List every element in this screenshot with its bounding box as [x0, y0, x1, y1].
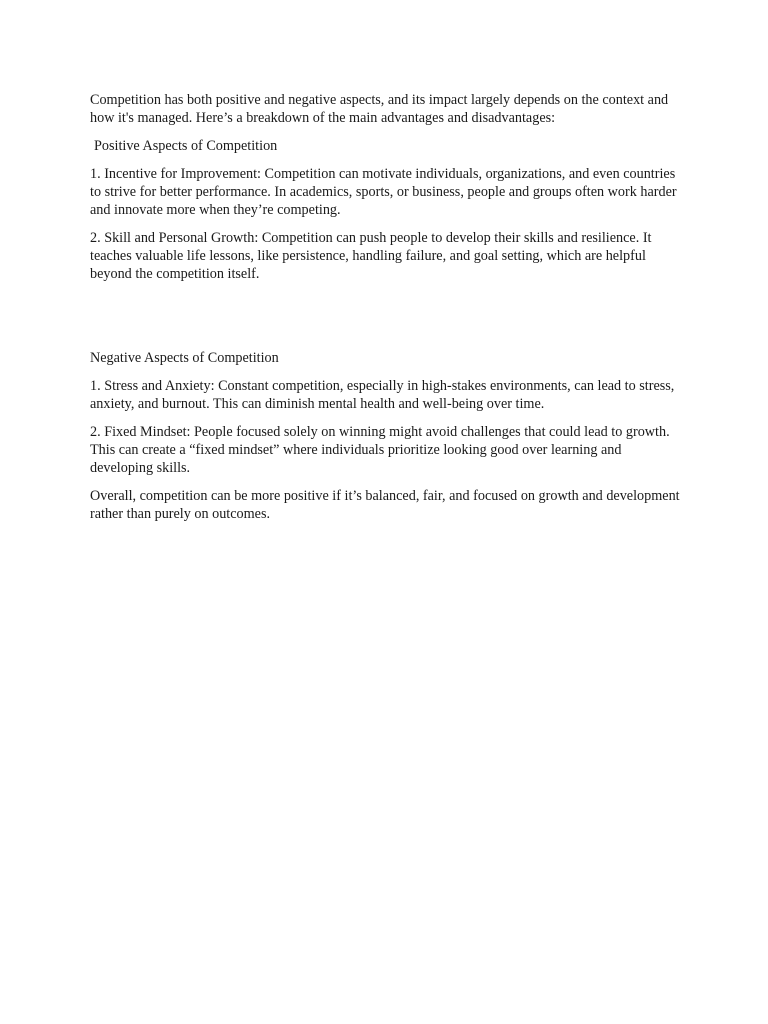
- document-body: [90, 91, 682, 533]
- negative-item-stress: 1. Stress and Anxiety: Constant competition, especially in high-stakes environments, can lead to stress, anxiety, and burnout. This can diminish mental health and well-being over time.: [90, 378, 675, 412]
- negative-item-fixed-mindset: 2. Fixed Mindset: People focused solely on winning might avoid challenges that could lead to growth. This can create a “fixed mindset” where individuals prioritize looking good over learning and developing skills.: [90, 424, 670, 476]
- positive-item-skill-growth: 2. Skill and Personal Growth: Competition can push people to develop their skills and resilience. It teaches valuable life lessons, like persistence, handling failure, and goal setting, which are helpful beyond the competition itself.: [90, 230, 652, 282]
- positive-item-incentive: 1. Incentive for Improvement: Competition can motivate individuals, organizations, and even countries to strive for better performance. In academics, sports, or business, people and groups often work harder and innovate more when they’re competing.: [90, 166, 677, 218]
- positive-aspects-heading: Positive Aspects of Competition: [94, 138, 278, 154]
- conclusion-paragraph: Overall, competition can be more positive if it’s balanced, fair, and focused on growth and development rather than purely on outcomes.: [90, 488, 680, 522]
- negative-aspects-heading: Negative Aspects of Competition: [90, 350, 279, 366]
- section-spacer: [90, 293, 682, 349]
- intro-paragraph: Competition has both positive and negative aspects, and its impact largely depends on the context and how it's managed. Here’s a breakdown of the main advantages and disadvantages:: [90, 92, 669, 126]
